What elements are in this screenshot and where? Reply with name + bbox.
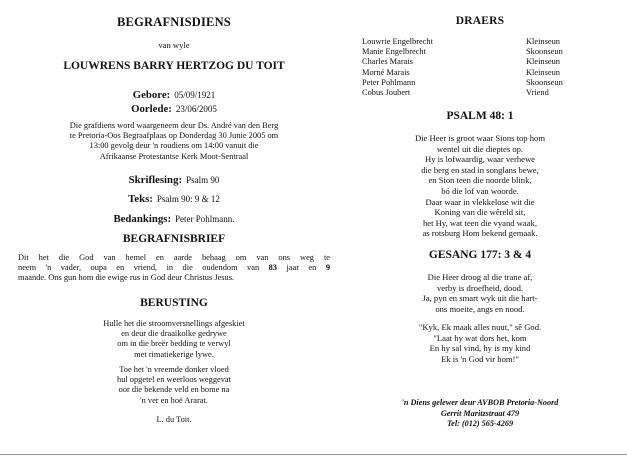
bearer-relation: Skoonseun xyxy=(526,77,563,87)
poem-stanza-1 xyxy=(18,319,330,360)
text-label: Teks: xyxy=(128,193,153,205)
hymn-line: Ek is 'n God vir hom!" xyxy=(441,353,519,364)
thanks-label: Bedankings: xyxy=(113,213,172,225)
letter-title: BEGRAFNISBRIEF xyxy=(122,233,226,245)
scripture-label: Skriflesing: xyxy=(128,174,183,186)
poem-line: met rimatiekerige lywe. xyxy=(134,349,214,359)
died-label: Oorlede: xyxy=(131,103,172,115)
poem-line: Toe het 'n vreemde donker vloed xyxy=(119,365,229,374)
service-details xyxy=(18,121,330,162)
letter-line: maande. Ons gun hom die ewige rus in God deur Christus Jesus. xyxy=(18,273,235,283)
service-line: 13:00 gevolg deur 'n roudiens om 14:00 vanuit die xyxy=(89,141,259,151)
bearer-name: Charles Marais xyxy=(362,57,413,67)
letter-text: jaar en xyxy=(276,263,326,273)
service-title: BEGRAFNISDIENS xyxy=(117,15,231,29)
letter-text: neem 'n vader, oupa en vriend, in die oudendom van xyxy=(18,263,269,273)
bearer-name: Peter Pohlmann xyxy=(362,77,416,87)
scripture-line xyxy=(18,170,330,188)
footer-line: Gerrit Maritzstraat 479 xyxy=(440,408,520,418)
psalm-line: as rotsburg Hom bekend gemaak. xyxy=(422,228,538,239)
service-line: Afrikaanse Protestantse Kerk Moot-Sentraal xyxy=(99,151,249,161)
poem-line: oor die bekende veld en bome na xyxy=(118,385,230,395)
hymn-stanza-1 xyxy=(352,272,608,314)
bearer-relation: Kleinseun xyxy=(526,57,560,67)
born-date: 05/09/1921 xyxy=(174,90,216,100)
poem-line: om in die breër bedding te verwyl xyxy=(117,339,231,349)
poem-line: hul opgetel en weerloos weggevat xyxy=(117,375,231,385)
text-line xyxy=(18,189,330,207)
bearer-relation: Vriend xyxy=(526,88,549,98)
psalm-line: bó die lof van woorde. xyxy=(441,185,519,196)
age-months: 9 xyxy=(325,263,330,273)
hymn-line: En hy sal vind, hy is my kind xyxy=(429,343,531,354)
letter-body xyxy=(18,253,330,284)
psalm-line: en Sion teen die noorde blink, xyxy=(428,175,532,186)
bearer-row xyxy=(362,47,563,57)
bearer-relation: Skoonseun xyxy=(526,47,563,57)
bearer-name: Manie Engelbrecht xyxy=(362,47,426,57)
hymn-stanza-2 xyxy=(352,322,608,364)
poem-line: 'n ver en hoë Ararat. xyxy=(140,395,208,405)
deceased-name: LOUWRENS BARRY HERTZOG DU TOIT xyxy=(63,60,285,72)
thanks-line xyxy=(18,209,330,227)
bearer-row xyxy=(362,78,563,88)
poem-line: en deur die draaikolke gedrywe xyxy=(121,329,227,339)
bearer-relation: Kleinseun xyxy=(526,37,560,46)
psalm-line: Koning van die wêreld sit, xyxy=(434,207,526,218)
subtitle: van wyle xyxy=(158,40,190,50)
service-line: te Pretoria-Oos Begraafplaas op Donderdag 30 Junie 2005 om xyxy=(69,131,279,141)
hymn-line: "Laat hy wat dors het, kom xyxy=(433,332,527,343)
bearers-title: DRAERS xyxy=(455,15,505,27)
footer-line: Tel: (012) 565-4269 xyxy=(446,419,514,429)
funeral-home-footer xyxy=(352,398,608,430)
psalm-line: het Hy, wat teen die vyand waak, xyxy=(423,217,537,228)
born-label: Gebore: xyxy=(132,89,171,101)
service-line: Die grafdiens word waargeneem deur Ds. André van den Berg xyxy=(69,121,279,130)
page-bottom-edge xyxy=(0,454,627,455)
bearer-row xyxy=(362,57,563,67)
hymn-line: Die Heer droog al die trane af, xyxy=(427,272,533,282)
text-value: Psalm 90: 9 & 12 xyxy=(156,194,220,204)
died-line xyxy=(18,99,330,117)
died-date: 23/06/2005 xyxy=(175,104,217,114)
bearer-name: Louwrie Engelbrecht xyxy=(362,37,433,46)
thanks-value: Peter Pohlmann. xyxy=(175,214,235,224)
bearer-name: Cobus Joubert xyxy=(362,88,411,98)
letter-line: Dit het die God van hemel en aarde behaag om van ons weg te xyxy=(18,253,330,262)
bearer-name: Morné Marais xyxy=(362,67,410,77)
letter-line xyxy=(18,263,330,273)
psalm-line: wentel uit die dieptes op. xyxy=(436,143,524,154)
bearer-row xyxy=(362,37,563,47)
psalm-line: Hy is lofwaardig, waar verhewe xyxy=(424,154,535,165)
bearer-row xyxy=(362,88,563,98)
psalm-line: die berg en stad in songlans bewe, xyxy=(421,164,539,175)
poem-author: L. du Toit. xyxy=(156,415,192,424)
hymn-title: GESANG 177: 3 & 4 xyxy=(428,249,532,261)
hymn-line: verby is droefheid, dood. xyxy=(436,282,524,293)
psalm-line: Die Heer is groot waar Sions top hom xyxy=(414,133,546,143)
psalm-title: PSALM 48: 1 xyxy=(446,110,514,122)
poem-stanza-2 xyxy=(18,365,330,406)
rest-title: BERUSTING xyxy=(140,297,208,309)
psalm-text xyxy=(352,133,608,239)
bearer-relation: Kleinseun xyxy=(526,67,560,77)
hymn-line: "Kyk, Ek maak alles nuut," sê God. xyxy=(418,322,542,332)
scripture-value: Psalm 90 xyxy=(186,175,220,185)
age-years: 83 xyxy=(268,263,277,273)
psalm-line: Daar waar in vlekkelose wit die xyxy=(425,196,535,207)
footer-line: 'n Diens gelewer deur AVBOB Pretoria-Noord xyxy=(401,398,559,407)
bearers-table xyxy=(362,37,563,98)
bearer-row xyxy=(362,68,563,78)
hymn-line: Ja, pyn en smart wyk uit die hart- xyxy=(422,293,538,304)
hymn-line: ons moeite, angs en nood. xyxy=(435,303,525,314)
poem-line: Hulle het die stroomversnellings afgeskiet xyxy=(103,319,245,328)
